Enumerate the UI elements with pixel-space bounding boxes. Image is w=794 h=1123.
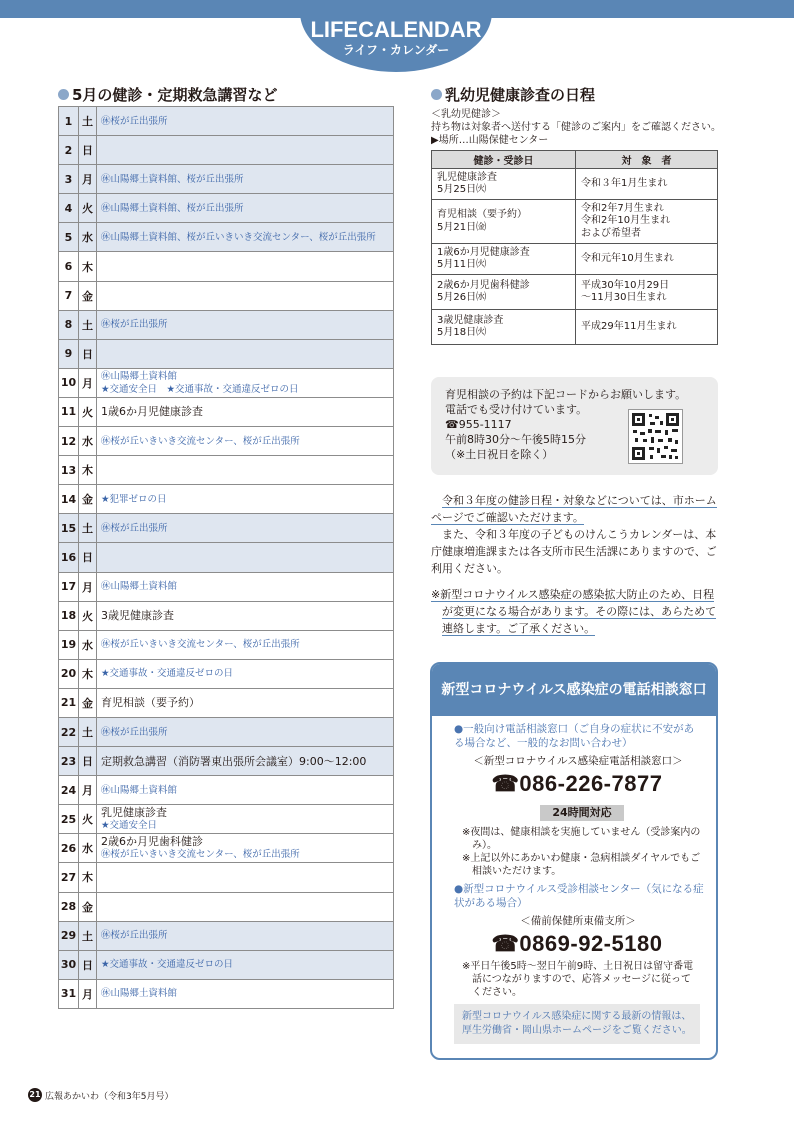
weekday: 土 xyxy=(79,514,97,543)
schedule-note-text: 令和３年度の健診日程・対象などについては、市ホームページでご確認いただけます。 xyxy=(431,494,717,524)
event-text: ㊡山陽郷土資料館 xyxy=(101,988,178,1000)
weekday: 金 xyxy=(79,892,97,921)
event-cell xyxy=(97,747,394,776)
event-cell xyxy=(97,397,394,426)
target-text: 平成30年10月29日 xyxy=(581,279,670,291)
checkup-cell xyxy=(432,310,576,345)
day-number: 3 xyxy=(59,165,79,194)
calendar-row xyxy=(59,921,394,950)
calendar-row xyxy=(59,950,394,979)
checkup-cell xyxy=(432,275,576,310)
logo-subtitle: ライフ・カレンダー xyxy=(342,43,450,57)
event-cell xyxy=(97,543,394,572)
event-text: ㊡桜が丘いきいき交流センター、桜が丘出張所 xyxy=(101,639,300,651)
intro-line: ▶場所…山陽保健センター xyxy=(431,135,549,146)
weekday: 火 xyxy=(79,194,97,223)
consult-note: （※土日祝日を除く） xyxy=(445,448,554,461)
event-cell xyxy=(97,368,394,397)
day-number: 16 xyxy=(59,543,79,572)
event-text: ㊡山陽郷土資料館、桜が丘いきいき交流センター、桜が丘出張所 xyxy=(101,231,376,243)
visit-consult-head: ●新型コロナウイルス受診相談センター（気になる症状がある場合） xyxy=(454,883,704,909)
calendar-row xyxy=(59,601,394,630)
target-cell xyxy=(576,244,718,275)
calendar-heading-text: 5月の健診・定期救急講習など xyxy=(72,86,278,104)
weekday: 土 xyxy=(79,717,97,746)
event-cell xyxy=(97,688,394,717)
event-cell xyxy=(97,717,394,746)
checkup-text: 5月18日㈫ xyxy=(437,327,487,338)
infant-intro xyxy=(431,108,721,147)
event-cell xyxy=(97,950,394,979)
calendar-row xyxy=(59,979,394,1008)
event-cell xyxy=(97,456,394,485)
visit-note: ※平日午後5時～翌日午前9時、土日祝日は留守番電話につながりますので、応答メッセージに従ってください。 xyxy=(462,961,694,998)
target-cell xyxy=(576,169,718,200)
target-text: 令和３年1月生まれ xyxy=(581,177,668,189)
schedule-note xyxy=(431,492,723,526)
calendar-row xyxy=(59,659,394,688)
weekday: 月 xyxy=(79,572,97,601)
visit-consult-name: ＜備前保健所東備支所＞ xyxy=(520,915,636,927)
target-text: ～11月30日生まれ xyxy=(581,292,667,303)
day-number: 24 xyxy=(59,776,79,805)
day-number: 12 xyxy=(59,427,79,456)
event-text: 1歳6か月児健康診査 xyxy=(101,405,203,419)
calendar-row xyxy=(59,776,394,805)
consult-phone: ☎955-1117 xyxy=(445,418,512,431)
weekday: 金 xyxy=(79,688,97,717)
event-text: 3歳児健康診査 xyxy=(101,609,174,623)
calendar-row xyxy=(59,630,394,659)
event-cell xyxy=(97,572,394,601)
checkup-text: 5月21日㈮ xyxy=(437,221,487,233)
calendar-row xyxy=(59,747,394,776)
general-consult-name: ＜新型コロナウイルス感染症電話相談窓口＞ xyxy=(473,755,683,767)
event-cell xyxy=(97,892,394,921)
day-number: 11 xyxy=(59,397,79,426)
target-text: 令和2年7月生まれ xyxy=(581,202,664,214)
infant-heading xyxy=(431,84,595,105)
target-text: および希望者 xyxy=(581,227,641,239)
day-number: 27 xyxy=(59,863,79,892)
checkup-cell xyxy=(432,169,576,200)
weekday: 月 xyxy=(79,776,97,805)
event-text: ★交通安全日 xyxy=(101,820,158,832)
weekday: 土 xyxy=(79,921,97,950)
event-cell xyxy=(97,427,394,456)
calendar-row xyxy=(59,107,394,136)
target-col-header: 対 象 者 xyxy=(576,151,718,169)
event-text: 育児相談（要予約） xyxy=(101,696,200,710)
target-cell xyxy=(576,200,718,244)
event-text: ★交通事故・交通違反ゼロの日 xyxy=(101,959,234,971)
target-cell xyxy=(576,275,718,310)
weekday: 火 xyxy=(79,397,97,426)
day-number: 1 xyxy=(59,107,79,136)
calendar-heading xyxy=(58,84,277,105)
consult-hours: 午前8時30分～午後5時15分 xyxy=(445,433,586,446)
checkup-col-header: 健診・受診日 xyxy=(432,151,576,169)
general-note-2: ※上記以外にあかいわ健康・急病相談ダイヤルでもご相談いただけます。 xyxy=(462,853,701,877)
event-cell xyxy=(97,863,394,892)
weekday: 水 xyxy=(79,427,97,456)
event-cell xyxy=(97,310,394,339)
event-cell xyxy=(97,659,394,688)
weekday: 木 xyxy=(79,252,97,281)
event-text: ㊡桜が丘出張所 xyxy=(101,319,168,331)
weekday: 木 xyxy=(79,456,97,485)
logo-title: LIFECALENDAR xyxy=(310,17,482,42)
calendar-row xyxy=(59,427,394,456)
weekday: 水 xyxy=(79,630,97,659)
general-consult-head: ●一般向け電話相談窓口（ご自身の症状に不安がある場合など、一般的なお問い合わせ） xyxy=(454,723,695,749)
day-number: 29 xyxy=(59,921,79,950)
infant-heading-text: 乳幼児健康診査の日程 xyxy=(445,86,596,104)
intro-line: ＜乳幼児健診＞ xyxy=(431,109,501,120)
day-number: 7 xyxy=(59,281,79,310)
event-text: ㊡桜が丘いきいき交流センター、桜が丘出張所 xyxy=(101,849,300,861)
event-cell xyxy=(97,223,394,252)
event-text: ㊡桜が丘出張所 xyxy=(101,115,168,127)
event-text: ㊡桜が丘出張所 xyxy=(101,930,168,942)
day-number: 5 xyxy=(59,223,79,252)
intro-line: 持ち物は対象者へ送付する「健診のご案内」をご確認ください。 xyxy=(431,122,721,133)
weekday: 土 xyxy=(79,107,97,136)
weekday: 木 xyxy=(79,659,97,688)
weekday: 金 xyxy=(79,281,97,310)
latest-info-note: 新型コロナウイルス感染症に関する最新の情報は、厚生労働省・岡山県ホームページをご覧ください。 xyxy=(454,1004,700,1044)
calendar-row xyxy=(59,194,394,223)
weekday: 金 xyxy=(79,485,97,514)
calendar-row xyxy=(59,572,394,601)
checkup-row xyxy=(432,169,718,200)
weekday: 月 xyxy=(79,165,97,194)
day-number: 28 xyxy=(59,892,79,921)
calendar-row xyxy=(59,223,394,252)
weekday: 月 xyxy=(79,368,97,397)
covid-note xyxy=(431,586,723,637)
weekday: 日 xyxy=(79,543,97,572)
event-cell xyxy=(97,805,394,834)
event-cell xyxy=(97,136,394,165)
checkup-text: 3歳児健康診査 xyxy=(437,314,504,326)
calendar-row xyxy=(59,397,394,426)
day-number: 15 xyxy=(59,514,79,543)
event-text: ㊡山陽郷土資料館 xyxy=(101,784,178,796)
event-cell xyxy=(97,252,394,281)
calendar-row xyxy=(59,310,394,339)
day-number: 14 xyxy=(59,485,79,514)
day-number: 6 xyxy=(59,252,79,281)
bullet-dot-icon xyxy=(58,89,69,100)
event-text: ★犯罪ゼロの日 xyxy=(101,493,167,505)
weekday: 火 xyxy=(79,805,97,834)
event-text: ㊡桜が丘出張所 xyxy=(101,726,168,738)
event-text: ㊡山陽郷土資料館 xyxy=(101,581,178,593)
covid-phone-box xyxy=(430,662,718,1060)
checkup-row xyxy=(432,200,718,244)
checkup-text: 5月25日㈫ xyxy=(437,184,487,195)
day-number: 10 xyxy=(59,368,79,397)
checkup-text: 5月11日㈫ xyxy=(437,259,487,270)
consult-line: 電話でも受け付けています。 xyxy=(445,403,588,416)
event-cell xyxy=(97,834,394,863)
calendar-row xyxy=(59,717,394,746)
event-text: ㊡山陽郷土資料館、桜が丘出張所 xyxy=(101,173,244,185)
event-cell xyxy=(97,514,394,543)
event-cell xyxy=(97,194,394,223)
weekday: 木 xyxy=(79,863,97,892)
day-number: 30 xyxy=(59,950,79,979)
event-cell xyxy=(97,281,394,310)
weekday: 日 xyxy=(79,339,97,368)
day-number: 23 xyxy=(59,747,79,776)
checkup-row xyxy=(432,275,718,310)
weekday: 日 xyxy=(79,747,97,776)
calendar-row xyxy=(59,514,394,543)
calendar-row xyxy=(59,165,394,194)
target-cell xyxy=(576,310,718,345)
checkup-cell xyxy=(432,244,576,275)
page-footer xyxy=(28,1088,173,1102)
publication-name: 広報あかいわ（令和3年5月号） xyxy=(45,1091,174,1102)
weekday: 水 xyxy=(79,223,97,252)
checkup-cell xyxy=(432,200,576,244)
day-number: 21 xyxy=(59,688,79,717)
event-text: ㊡桜が丘いきいき交流センター、桜が丘出張所 xyxy=(101,435,300,447)
general-consult-tel[interactable]: ☎086-226-7877 xyxy=(491,771,663,796)
day-number: 2 xyxy=(59,136,79,165)
calendar-table xyxy=(58,106,394,1009)
event-cell xyxy=(97,165,394,194)
weekday: 水 xyxy=(79,834,97,863)
day-number: 20 xyxy=(59,659,79,688)
event-cell xyxy=(97,107,394,136)
phone-box-title: 新型コロナウイルス感染症の電話相談窓口 xyxy=(432,664,716,716)
calendar-row xyxy=(59,485,394,514)
event-text: 2歳6か月児歯科健診 xyxy=(101,835,203,849)
checkup-text: 2歳6か月児歯科健診 xyxy=(437,279,530,291)
checkup-row xyxy=(432,310,718,345)
life-calendar-logo xyxy=(300,0,492,72)
calendar-row xyxy=(59,456,394,485)
qr-code-icon[interactable] xyxy=(628,409,683,464)
day-number: 25 xyxy=(59,805,79,834)
visit-consult-tel[interactable]: ☎0869-92-5180 xyxy=(491,931,663,956)
weekday: 日 xyxy=(79,950,97,979)
page-number: 21 xyxy=(28,1088,42,1102)
event-text: ㊡桜が丘出張所 xyxy=(101,522,168,534)
weekday: 月 xyxy=(79,979,97,1008)
calendar-row xyxy=(59,368,394,397)
checkup-table xyxy=(431,150,718,345)
calendar-row xyxy=(59,863,394,892)
day-number: 31 xyxy=(59,979,79,1008)
weekday: 日 xyxy=(79,136,97,165)
event-cell xyxy=(97,979,394,1008)
day-number: 9 xyxy=(59,339,79,368)
event-cell xyxy=(97,921,394,950)
bullet-dot-icon xyxy=(431,89,442,100)
consult-line: 育児相談の予約は下記コードからお願いします。 xyxy=(445,388,687,401)
day-number: 26 xyxy=(59,834,79,863)
calendar-note: また、令和３年度の子どものけんこうカレンダーは、本庁健康増進課または各支所市民生活課にありますので、ご利用ください。 xyxy=(431,528,717,575)
checkup-text: 育児相談（要予約） xyxy=(437,209,527,220)
event-cell xyxy=(97,630,394,659)
event-cell xyxy=(97,776,394,805)
calendar-row xyxy=(59,688,394,717)
calendar-row xyxy=(59,281,394,310)
covid-note-text: ※新型コロナウイルス感染症の感染拡大防止のため、日程が変更になる場合があります。その際には、あらためて連絡します。ご了承ください。 xyxy=(431,588,717,635)
weekday: 火 xyxy=(79,601,97,630)
calendar-row xyxy=(59,892,394,921)
checkup-row xyxy=(432,244,718,275)
day-number: 19 xyxy=(59,630,79,659)
event-text: 定期救急講習（消防署東出張所会議室）9:00～12:00 xyxy=(101,754,367,768)
event-cell xyxy=(97,485,394,514)
target-text: 令和2年10月生まれ xyxy=(581,215,671,227)
target-text: 令和元年10月生まれ xyxy=(581,252,674,264)
event-cell xyxy=(97,339,394,368)
calendar-row xyxy=(59,805,394,834)
event-text: ★交通事故・交通違反ゼロの日 xyxy=(101,668,234,680)
day-number: 22 xyxy=(59,717,79,746)
day-number: 18 xyxy=(59,601,79,630)
calendar-row xyxy=(59,136,394,165)
24h-badge: 24時間対応 xyxy=(540,805,624,821)
checkup-text: 1歳6か月児健康診査 xyxy=(437,246,530,258)
event-text: ★交通安全日 ★交通事故・交通違反ゼロの日 xyxy=(101,383,299,395)
calendar-row xyxy=(59,834,394,863)
weekday: 土 xyxy=(79,310,97,339)
checkup-text: 乳児健康診査 xyxy=(437,171,497,183)
day-number: 8 xyxy=(59,310,79,339)
calendar-row xyxy=(59,543,394,572)
day-number: 17 xyxy=(59,572,79,601)
calendar-row xyxy=(59,252,394,281)
day-number: 4 xyxy=(59,194,79,223)
calendar-row xyxy=(59,339,394,368)
event-cell xyxy=(97,601,394,630)
target-text: 平成29年11月生まれ xyxy=(581,320,677,332)
event-text: 乳児健康診査 xyxy=(101,806,167,820)
checkup-text: 5月26日㈬ xyxy=(437,292,487,303)
day-number: 13 xyxy=(59,456,79,485)
consult-box xyxy=(431,377,718,475)
general-note-1: ※夜間は、健康相談を実施していません（受診案内のみ）。 xyxy=(462,827,701,851)
event-text: ㊡山陽郷土資料館 xyxy=(101,370,178,382)
event-text: ㊡山陽郷土資料館、桜が丘出張所 xyxy=(101,202,244,214)
